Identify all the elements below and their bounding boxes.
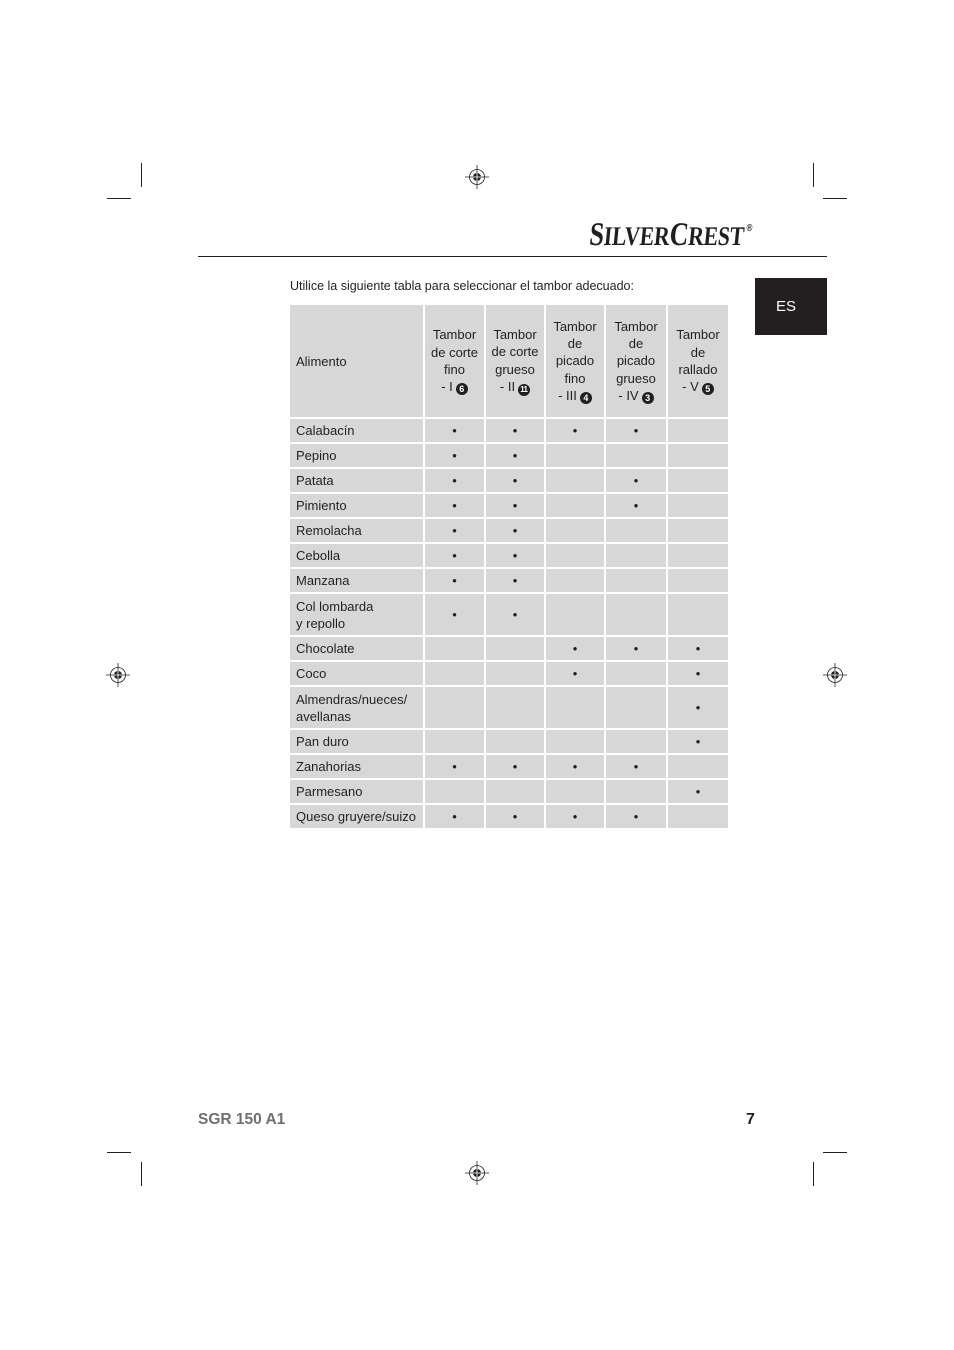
drum-number-badge: 5 (702, 383, 714, 395)
suitability-mark-cell (606, 444, 666, 467)
suitability-mark-cell (668, 419, 728, 442)
suitability-mark-cell (668, 544, 728, 567)
food-name-cell: Pepino (290, 444, 423, 467)
suitability-mark-cell: • (425, 469, 484, 492)
header-drum-label: Tambor de picado grueso - IV (614, 318, 658, 403)
food-name-cell: Zanahorias (290, 755, 423, 778)
suitability-mark-cell: • (486, 469, 544, 492)
suitability-mark-cell: • (486, 569, 544, 592)
logo-letters: ILVER (602, 221, 672, 251)
suitability-mark-cell: • (425, 519, 484, 542)
food-name-cell: Parmesano (290, 780, 423, 803)
suitability-mark-cell: • (425, 805, 484, 828)
suitability-mark-cell: • (606, 494, 666, 517)
suitability-mark-cell (425, 687, 484, 728)
header-drum-label: Tambor de corte fino - I (431, 327, 478, 395)
suitability-mark-cell: • (425, 569, 484, 592)
drum-number-badge: 6 (456, 383, 468, 395)
suitability-mark-cell (425, 662, 484, 685)
table-header-cell (606, 305, 666, 417)
food-name-cell: Col lombarda y repollo (290, 594, 423, 635)
suitability-mark-cell: • (486, 544, 544, 567)
suitability-mark-cell: • (425, 419, 484, 442)
suitability-mark-cell: • (668, 662, 728, 685)
suitability-mark-cell (546, 494, 604, 517)
food-name-cell: Remolacha (290, 519, 423, 542)
suitability-mark-cell (606, 544, 666, 567)
table-header-cell (290, 305, 423, 417)
suitability-mark-cell (546, 730, 604, 753)
suitability-mark-cell (668, 805, 728, 828)
suitability-mark-cell (668, 569, 728, 592)
table-header-cell (486, 305, 544, 417)
header-drum-4 (614, 318, 657, 404)
table-header-cell (425, 305, 484, 417)
food-name-cell: Cebolla (290, 544, 423, 567)
food-name-cell: Almendras/nueces/ avellanas (290, 687, 423, 728)
suitability-mark-cell: • (486, 444, 544, 467)
suitability-mark-cell (606, 519, 666, 542)
language-tab (755, 278, 827, 335)
suitability-mark-cell (486, 780, 544, 803)
suitability-mark-cell (668, 494, 728, 517)
suitability-mark-cell (606, 780, 666, 803)
header-drum-label: Tambor de picado fino - III (553, 318, 597, 403)
suitability-mark-cell (546, 444, 604, 467)
suitability-mark-cell (668, 444, 728, 467)
food-name-cell: Pimiento (290, 494, 423, 517)
suitability-mark-cell (546, 469, 604, 492)
suitability-mark-cell: • (668, 637, 728, 660)
suitability-mark-cell: • (486, 755, 544, 778)
logo-letters: REST (687, 221, 746, 251)
food-name-cell: Patata (290, 469, 423, 492)
suitability-mark-cell (425, 637, 484, 660)
suitability-mark-cell (486, 637, 544, 660)
food-name-cell: Coco (290, 662, 423, 685)
crop-mark (141, 163, 142, 187)
registration-mark-icon (823, 663, 847, 687)
suitability-mark-cell: • (486, 519, 544, 542)
suitability-mark-cell (546, 519, 604, 542)
header-drum-5 (676, 326, 719, 395)
drum-number-badge: 11 (518, 384, 530, 396)
header-drum-1 (431, 326, 478, 395)
suitability-mark-cell (668, 469, 728, 492)
suitability-mark-cell: • (546, 662, 604, 685)
registration-mark-icon (106, 663, 130, 687)
suitability-mark-cell: • (546, 755, 604, 778)
language-tab-label: ES (776, 298, 797, 315)
suitability-mark-cell: • (486, 419, 544, 442)
suitability-mark-cell: • (606, 805, 666, 828)
header-food-label: Alimento (296, 353, 347, 369)
suitability-mark-cell: • (606, 419, 666, 442)
suitability-mark-cell: • (425, 594, 484, 635)
registration-mark-icon (465, 1161, 489, 1185)
suitability-mark-cell: • (606, 469, 666, 492)
food-name-cell: Pan duro (290, 730, 423, 753)
suitability-mark-cell (606, 569, 666, 592)
crop-mark (813, 163, 814, 187)
intro-text: Utilice la siguiente tabla para seleccionar el tambor adecuado: (290, 279, 634, 293)
suitability-mark-cell (668, 594, 728, 635)
suitability-mark-cell (546, 780, 604, 803)
suitability-mark-cell (546, 544, 604, 567)
suitability-mark-cell (668, 755, 728, 778)
crop-mark (813, 1162, 814, 1186)
suitability-mark-cell: • (486, 594, 544, 635)
food-name-cell: Queso gruyere/suizo (290, 805, 423, 828)
crop-mark (107, 198, 131, 199)
model-number: SGR 150 A1 (198, 1111, 286, 1128)
suitability-mark-cell (486, 662, 544, 685)
suitability-mark-cell (486, 730, 544, 753)
suitability-mark-cell: • (546, 805, 604, 828)
logo-initial: C (668, 217, 691, 253)
suitability-mark-cell: • (425, 544, 484, 567)
page-number: 7 (746, 1111, 755, 1128)
registration-mark-icon (465, 165, 489, 189)
suitability-mark-cell (425, 780, 484, 803)
drum-number-badge: 4 (580, 392, 592, 404)
header-drum-label: Tambor de rallado - V (676, 327, 720, 395)
suitability-mark-cell (486, 687, 544, 728)
crop-mark (823, 198, 847, 199)
table-header-cell (668, 305, 728, 417)
suitability-mark-cell: • (425, 444, 484, 467)
suitability-mark-cell (546, 594, 604, 635)
crop-mark (107, 1152, 131, 1153)
suitability-mark-cell (606, 730, 666, 753)
crop-mark (823, 1152, 847, 1153)
suitability-mark-cell (606, 687, 666, 728)
suitability-mark-cell (425, 730, 484, 753)
header-drum-label: Tambor de corte grueso - II (491, 327, 539, 394)
table-header-cell (546, 305, 604, 417)
suitability-mark-cell: • (606, 755, 666, 778)
suitability-mark-cell (606, 662, 666, 685)
suitability-mark-cell: • (668, 730, 728, 753)
header-drum-3 (553, 318, 596, 404)
suitability-mark-cell: • (668, 780, 728, 803)
crop-mark (141, 1162, 142, 1186)
suitability-mark-cell (546, 569, 604, 592)
suitability-mark-cell: • (486, 494, 544, 517)
drum-number-badge: 3 (642, 392, 654, 404)
food-name-cell: Chocolate (290, 637, 423, 660)
suitability-mark-cell: • (425, 494, 484, 517)
drum-selection-table (290, 305, 728, 828)
food-name-cell: Calabacín (290, 419, 423, 442)
suitability-mark-cell (546, 687, 604, 728)
registered-mark: ® (746, 223, 753, 234)
suitability-mark-cell: • (425, 755, 484, 778)
suitability-mark-cell (668, 519, 728, 542)
header-drum-2 (492, 326, 539, 396)
suitability-mark-cell (606, 594, 666, 635)
suitability-mark-cell: • (546, 637, 604, 660)
suitability-mark-cell: • (546, 419, 604, 442)
logo-initial: S (587, 217, 606, 253)
food-name-cell: Manzana (290, 569, 423, 592)
suitability-mark-cell: • (668, 687, 728, 728)
suitability-mark-cell: • (486, 805, 544, 828)
brand-logo (588, 219, 753, 252)
header-rule (198, 256, 827, 257)
suitability-mark-cell: • (606, 637, 666, 660)
